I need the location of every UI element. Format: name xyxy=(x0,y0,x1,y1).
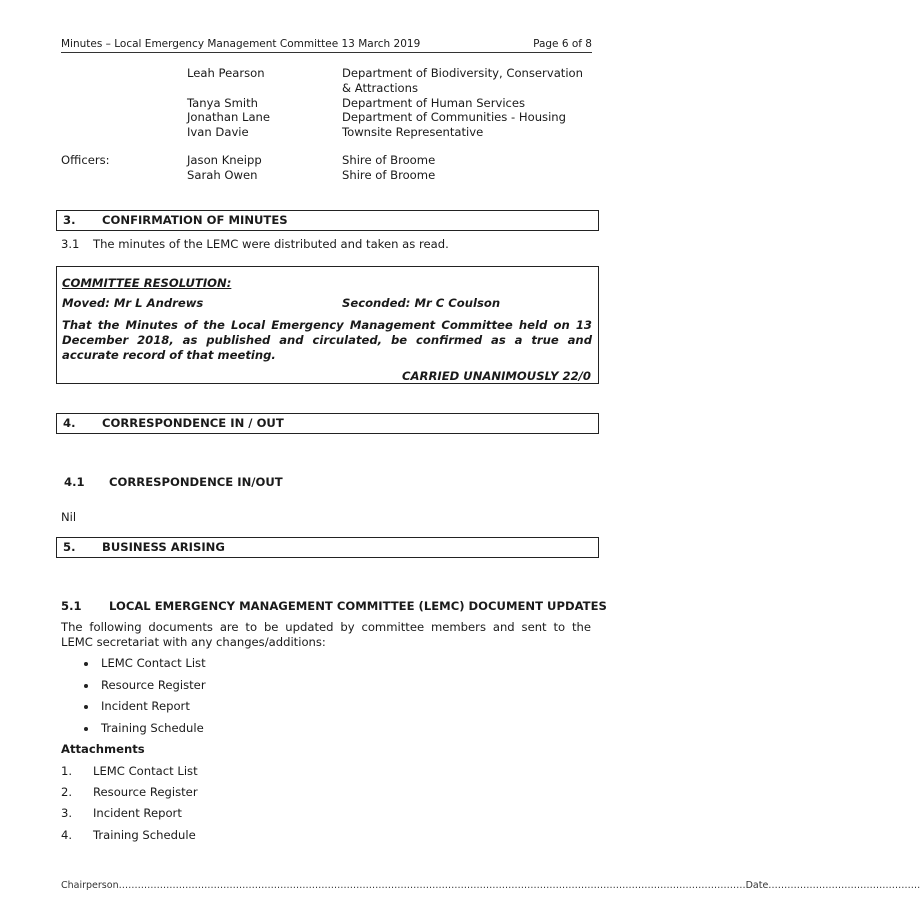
attachment-number: 2. xyxy=(61,785,73,799)
attendee-org: Townsite Representative xyxy=(342,125,484,139)
item-text: The minutes of the LEMC were distributed and taken as read. xyxy=(93,237,449,251)
section-number: 4. xyxy=(63,416,76,430)
page-number: Page 6 of 8 xyxy=(533,38,592,50)
subsection-number: 4.1 xyxy=(64,475,85,489)
item-number: 3.1 xyxy=(61,237,80,251)
bullet-icon xyxy=(84,705,88,709)
attachment-item: Incident Report xyxy=(93,806,182,820)
subsection-title: CORRESPONDENCE IN/OUT xyxy=(109,475,283,489)
document-list-item: Incident Report xyxy=(101,699,190,713)
attachments-heading: Attachments xyxy=(61,742,145,756)
document-list-item: LEMC Contact List xyxy=(101,656,206,670)
attendee-name: Leah Pearson xyxy=(187,66,265,80)
signature-footer: Chairperson………………………………………………………………………………………………………………………………………………………………………………Date………………………………………… xyxy=(61,880,920,891)
intro-line-1: The following documents are to be updated by committee members and sent to the xyxy=(61,620,591,634)
attendee-name: Jonathan Lane xyxy=(187,110,271,124)
seconded-by: Seconded: Mr C Coulson xyxy=(342,296,501,310)
header-title: Minutes – Local Emergency Management Committee 13 March 2019 xyxy=(61,38,421,50)
subsection-number: 5.1 xyxy=(61,599,82,613)
page-header xyxy=(61,38,592,53)
officer-name: Sarah Owen xyxy=(187,168,258,182)
bullet-icon xyxy=(84,662,88,666)
section-title: CONFIRMATION OF MINUTES xyxy=(102,213,288,227)
attendee-name: Tanya Smith xyxy=(187,96,259,110)
attachment-number: 4. xyxy=(61,828,73,842)
officer-org: Shire of Broome xyxy=(342,168,436,182)
resolution-carried: CARRIED UNANIMOUSLY 22/0 xyxy=(402,369,591,383)
officer-org: Shire of Broome xyxy=(342,153,436,167)
attachment-number: 3. xyxy=(61,806,73,820)
bullet-icon xyxy=(84,727,88,731)
section-3-heading xyxy=(56,210,599,231)
attachment-item: LEMC Contact List xyxy=(93,764,198,778)
attendee-org: Department of Biodiversity, Conservation xyxy=(342,66,584,80)
section-title: CORRESPONDENCE IN / OUT xyxy=(102,416,284,430)
resolution-text: That the Minutes of the Local Emergency Management Committee held on 13 December 2018, as published and circulated, be confirmed as a true and accurate record of that meeting. xyxy=(62,318,592,362)
attendee-name: Ivan Davie xyxy=(187,125,249,139)
attendee-org: & Attractions xyxy=(342,81,419,95)
section-5-heading xyxy=(56,537,599,558)
bullet-icon xyxy=(84,684,88,688)
section-number: 3. xyxy=(63,213,76,227)
section-number: 5. xyxy=(63,540,76,554)
attendee-org: Department of Communities - Housing xyxy=(342,110,567,124)
officer-name: Jason Kneipp xyxy=(187,153,262,167)
officers-label: Officers: xyxy=(61,153,110,167)
subsection-title: LOCAL EMERGENCY MANAGEMENT COMMITTEE (LEMC) DOCUMENT UPDATES xyxy=(109,599,607,613)
correspondence-body: Nil xyxy=(61,510,77,524)
document-list-item: Training Schedule xyxy=(101,721,204,735)
attachment-number: 1. xyxy=(61,764,73,778)
intro-line-2: LEMC secretariat with any changes/additions: xyxy=(61,635,326,649)
attendee-org: Department of Human Services xyxy=(342,96,526,110)
document-list-item: Resource Register xyxy=(101,678,206,692)
attachment-item: Training Schedule xyxy=(93,828,196,842)
attachment-item: Resource Register xyxy=(93,785,198,799)
moved-by: Moved: Mr L Andrews xyxy=(62,296,204,310)
section-title: BUSINESS ARISING xyxy=(102,540,225,554)
resolution-heading: COMMITTEE RESOLUTION: xyxy=(62,276,232,290)
section-4-heading xyxy=(56,413,599,434)
